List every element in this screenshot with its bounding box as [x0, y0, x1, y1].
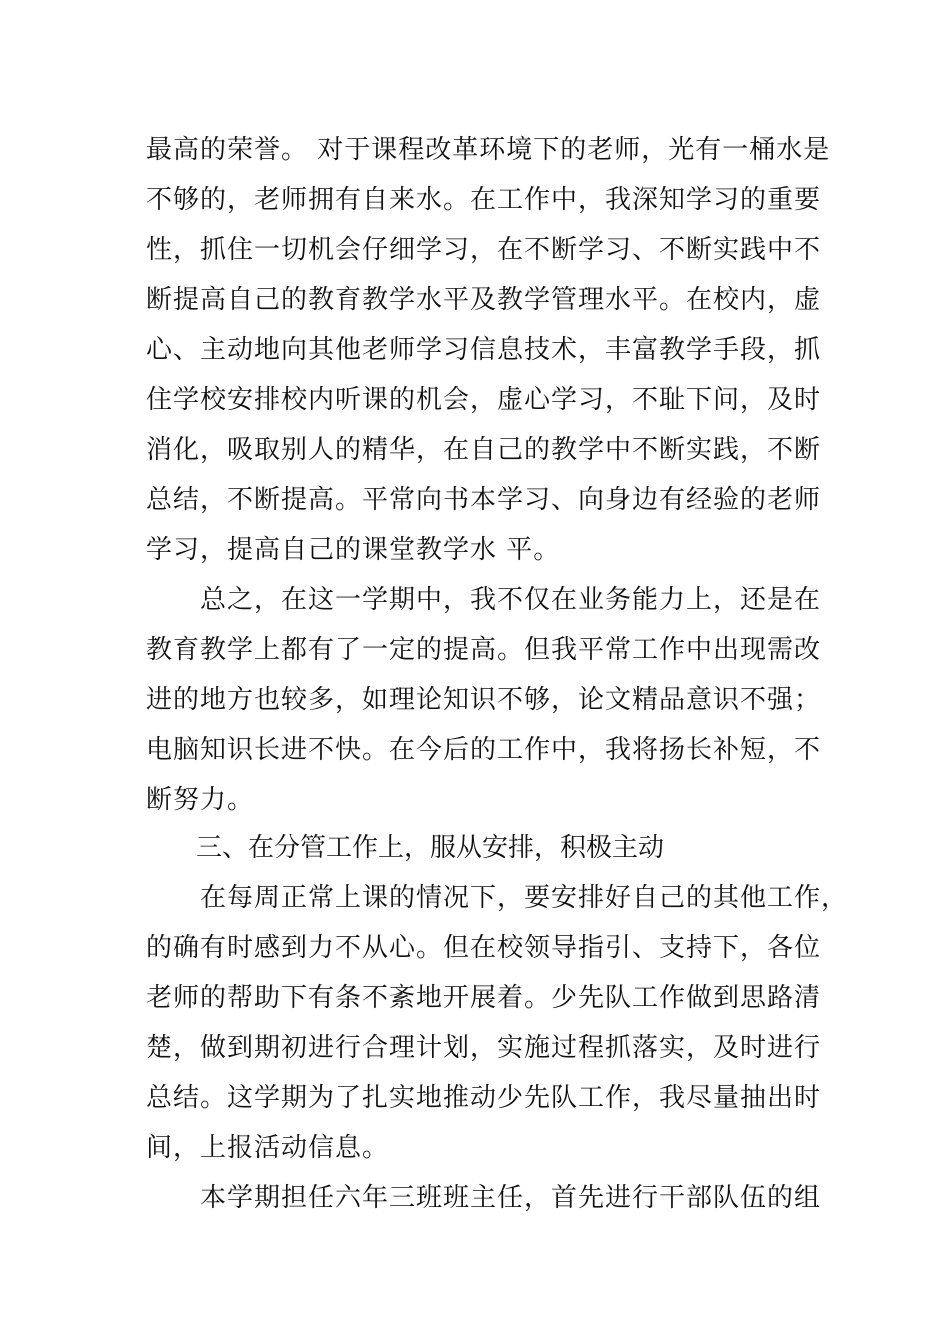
paragraph-start-line: 本学期担任六年三班班主任，首先进行干部队伍的组 — [200, 1183, 822, 1213]
text-line: 电脑知识长进不快。在今后的工作中，我将扬长补短，不 — [146, 735, 822, 765]
paragraph-start-line: 在每周正常上课的情况下，要安排好自己的其他工作， — [200, 883, 849, 913]
text-line: 教育教学上都有了一定的提高。但我平常工作中出现需改 — [146, 635, 822, 665]
text-line: 间，上报活动信息。 — [146, 1133, 390, 1163]
text-line: 的确有时感到力不从心。但在校领导指引、支持下，各位 — [146, 933, 822, 963]
text-line: 最高的荣誉。 对于课程改革环境下的老师，光有一桶水是 — [146, 135, 831, 165]
section-heading: 三、在分管工作上，服从安排，积极主动 — [196, 833, 665, 863]
text-line: 消化，吸取别人的精华，在自己的教学中不断实践，不断 — [146, 435, 822, 465]
text-line: 学习，提高自己的课堂教学水 平。 — [146, 535, 561, 565]
text-line: 断努力。 — [146, 785, 255, 815]
text-line: 进的地方也较多，如理论知识不够，论文精品意识不强； — [146, 685, 822, 715]
text-line: 不够的，老师拥有自来水。在工作中，我深知学习的重要 — [146, 185, 822, 215]
paragraph-start-line: 总之，在这一学期中，我不仅在业务能力上，还是在 — [200, 585, 822, 615]
text-line: 总结，不断提高。平常向书本学习、向身边有经验的老师 — [146, 485, 822, 515]
text-line: 住学校安排校内听课的机会，虚心学习，不耻下问，及时 — [146, 385, 822, 415]
text-line: 楚，做到期初进行合理计划，实施过程抓落实，及时进行 — [146, 1033, 822, 1063]
text-line: 性，抓住一切机会仔细学习，在不断学习、不断实践中不 — [146, 235, 822, 265]
text-line: 心、主动地向其他老师学习信息技术，丰富教学手段，抓 — [146, 335, 822, 365]
text-line: 老师的帮助下有条不紊地开展着。少先队工作做到思路清 — [146, 983, 822, 1013]
text-line: 总结。这学期为了扎实地推动少先队工作，我尽量抽出时 — [146, 1083, 822, 1113]
text-line: 断提高自己的教育教学水平及教学管理水平。在校内，虚 — [146, 285, 822, 315]
